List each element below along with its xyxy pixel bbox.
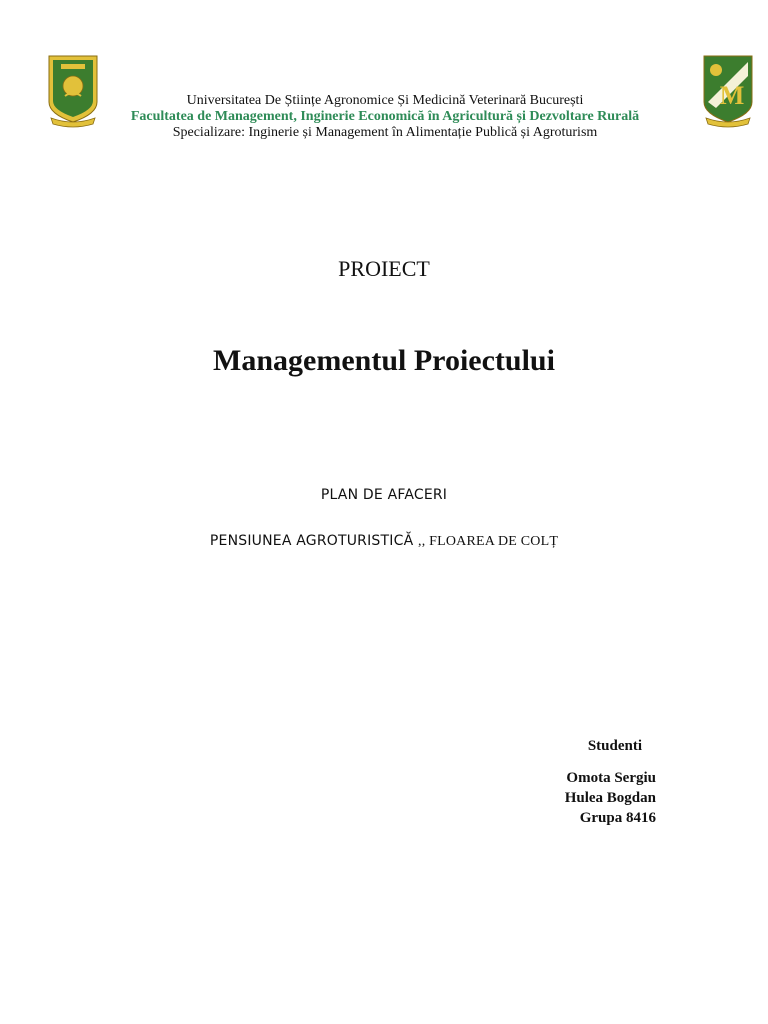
document-header [120,93,650,141]
university-crest-icon [47,52,99,128]
faculty-crest-icon [702,52,754,128]
student-name: Omota Sergiu [566,770,656,786]
university-name: Universitatea De Științe Agronomice Și Medicină Veterinară București [186,93,584,108]
pension-prefix: PENSIUNEA AGROTURISTICĂ [209,533,418,549]
doc-type-heading: PROIECT [338,256,430,281]
university-crest-graphic [47,52,99,128]
students-label: Studenti [587,738,642,754]
pension-heading [0,532,768,551]
main-title: Managementul Proiectului [213,344,555,377]
plan-heading: PLAN DE AFACERI [320,487,448,503]
pension-name: ,, FLOAREA DE COLȚ [418,534,559,549]
student-name: Hulea Bogdan [564,790,656,806]
students-block [520,736,656,828]
faculty-crest-letter: M [719,81,745,110]
specialization: Specializare: Inginerie și Management în Alimentație Publică și Agroturism [172,125,598,140]
faculty-crest-graphic [702,52,754,128]
faculty-name: Facultatea de Management, Inginerie Economică în Agricultură și Dezvoltare Rurală [130,109,640,124]
student-group: Grupa 8416 [579,810,656,826]
